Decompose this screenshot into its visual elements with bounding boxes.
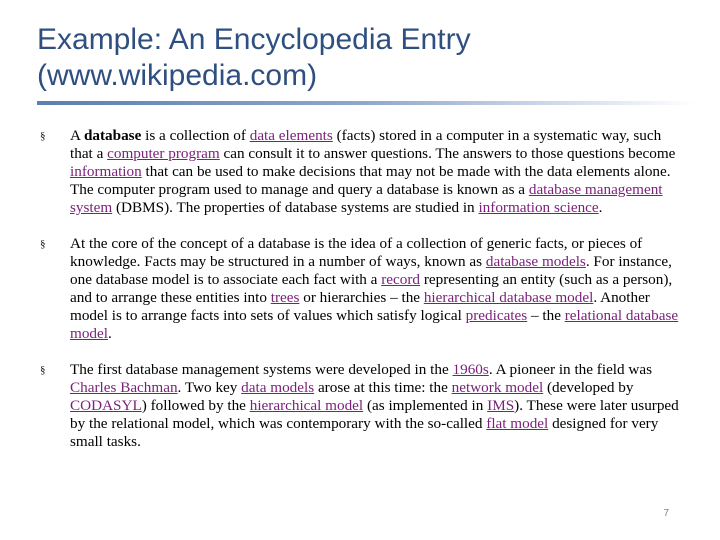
wiki-link[interactable]: predicates: [465, 307, 528, 324]
text-run: . For instance, one database model is to associate each fact with a: [70, 253, 672, 288]
text-run: designed for very small tasks.: [70, 415, 659, 450]
text-run: At the core of the concept of a database is the idea of a collection of generic facts, or pieces of knowledge. Facts may be structured in a number of ways, known as: [70, 235, 643, 270]
title-divider: [37, 101, 697, 105]
wiki-link[interactable]: trees: [270, 289, 300, 306]
bullet-item: [40, 235, 680, 343]
wiki-link[interactable]: data models: [241, 379, 315, 396]
wiki-link[interactable]: database models: [485, 253, 586, 270]
page-number: 7: [663, 508, 669, 519]
wiki-link[interactable]: relational database model: [70, 307, 679, 342]
text-run: representing an entity (such as a person), and to arrange these entities into: [70, 271, 673, 306]
wiki-link[interactable]: computer program: [107, 145, 220, 162]
bullet-marker-icon: §: [40, 238, 46, 250]
text-run: (DBMS). The properties of database systems are studied in: [112, 199, 479, 216]
bullet-list: [40, 127, 680, 469]
slide-title: [37, 22, 697, 94]
text-run: .: [107, 325, 112, 342]
text-run: (facts) stored in a computer in a systematic way, such that a: [70, 127, 662, 162]
text-run: that can be used to make decisions that may not be made with the data elements alone. The computer program used to manage and query a database is known as a: [70, 163, 671, 198]
wiki-link[interactable]: CODASYL: [70, 397, 142, 414]
wiki-link[interactable]: flat model: [486, 415, 549, 432]
wiki-link[interactable]: hierarchical database model: [423, 289, 594, 306]
bullet-text: [70, 361, 679, 450]
text-run: ) followed by the: [141, 397, 250, 414]
wiki-link[interactable]: database management system: [70, 181, 663, 216]
bullet-item: [40, 127, 680, 217]
slide-title-line-2: (www.wikipedia.com): [37, 59, 318, 92]
text-run: . Two key: [177, 379, 242, 396]
text-run: . Another model is to arrange facts into sets of values which satisfy logical: [70, 289, 650, 324]
wiki-link[interactable]: Charles Bachman: [70, 379, 178, 396]
wiki-link[interactable]: 1960s: [452, 361, 489, 378]
text-run: (developed by: [543, 379, 634, 396]
text-run: .: [598, 199, 603, 216]
text-run: A: [70, 127, 84, 144]
wiki-link[interactable]: network model: [451, 379, 544, 396]
text-run: is a collection of: [141, 127, 250, 144]
text-run: ). These were later usurped by the relational model, which was contemporary with the so-called: [70, 397, 679, 432]
text-run: or hierarchies – the: [299, 289, 424, 306]
bullet-item: [40, 361, 680, 451]
text-run: The first database management systems were developed in the: [70, 361, 453, 378]
text-run: . A pioneer in the field was: [488, 361, 653, 378]
text-run: (as implemented in: [363, 397, 488, 414]
wiki-link[interactable]: IMS: [487, 397, 515, 414]
text-run: arose at this time: the: [314, 379, 452, 396]
slide-title-line-1: Example: An Encyclopedia Entry: [37, 23, 471, 56]
wiki-link[interactable]: hierarchical model: [249, 397, 364, 414]
bullet-marker-icon: §: [40, 364, 46, 376]
bullet-marker-icon: §: [40, 130, 46, 142]
bullet-text: [70, 235, 678, 342]
bullet-text: [70, 127, 675, 216]
wiki-link[interactable]: information: [70, 163, 142, 180]
wiki-link[interactable]: data elements: [249, 127, 333, 144]
text-run: – the: [527, 307, 565, 324]
bold-term: database: [83, 127, 142, 144]
text-run: can consult it to answer questions. The answers to those questions become: [219, 145, 676, 162]
wiki-link[interactable]: record: [381, 271, 421, 288]
wiki-link[interactable]: information science: [478, 199, 599, 216]
